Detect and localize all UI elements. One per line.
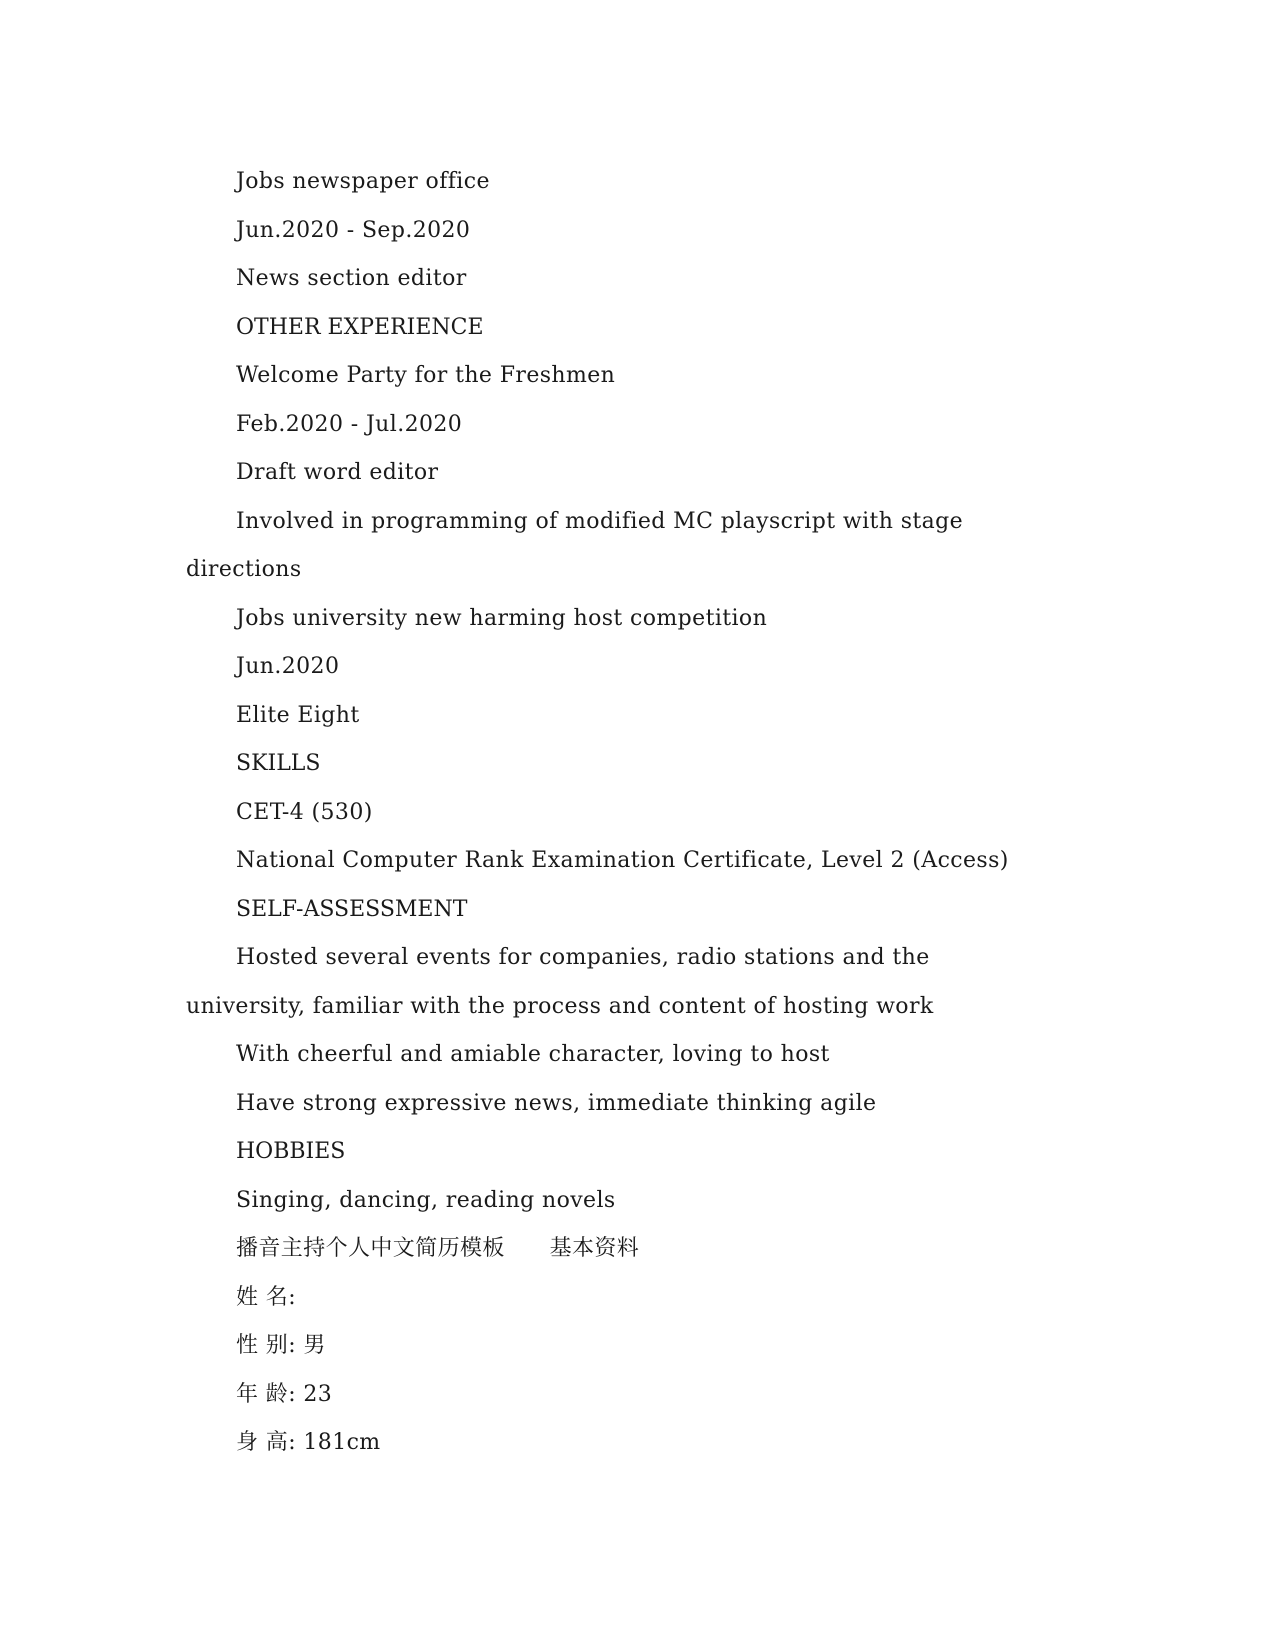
hobbies-list: Singing, dancing, reading novels xyxy=(236,1187,616,1213)
section-heading-hobbies: HOBBIES xyxy=(236,1139,346,1164)
info-gender: 性 别: 男 xyxy=(236,1333,326,1358)
skill-item: National Computer Rank Examination Certificate, Level 2 (Access) xyxy=(236,848,1009,873)
competition-name: Jobs university new harming host competition xyxy=(236,605,768,631)
section-heading-self-assessment: SELF-ASSESSMENT xyxy=(236,896,468,922)
job-title: News section editor xyxy=(236,266,467,291)
section-heading-other-experience: OTHER EXPERIENCE xyxy=(236,314,484,340)
competition-date: Jun.2020 xyxy=(236,654,340,679)
document-body xyxy=(186,158,1056,1468)
self-assessment-item: With cheerful and amiable character, loving to host xyxy=(236,1042,830,1067)
self-assessment-item: Hosted several events for companies, radio stations and the university, familiar with the process and content of hosting work xyxy=(186,945,938,1019)
employer-name: Jobs newspaper office xyxy=(236,169,490,194)
info-age: 年 龄: 23 xyxy=(236,1381,333,1407)
self-assessment-item: Have strong expressive news, immediate thinking agile xyxy=(236,1090,877,1116)
info-name: 姓 名: xyxy=(236,1284,297,1310)
event-dates: Feb.2020 - Jul.2020 xyxy=(236,411,463,437)
skill-item: CET-4 (530) xyxy=(236,799,373,825)
info-height: 身 高: 181cm xyxy=(236,1430,381,1455)
competition-result: Elite Eight xyxy=(236,702,360,728)
chinese-template-title: 播音主持个人中文简历模板 基本资料 xyxy=(236,1236,640,1261)
employment-dates: Jun.2020 - Sep.2020 xyxy=(236,217,471,243)
section-heading-skills: SKILLS xyxy=(236,751,321,776)
event-name: Welcome Party for the Freshmen xyxy=(236,363,616,388)
event-role: Draft word editor xyxy=(236,460,439,485)
event-description: Involved in programming of modified MC playscript with stage directions xyxy=(186,508,971,582)
